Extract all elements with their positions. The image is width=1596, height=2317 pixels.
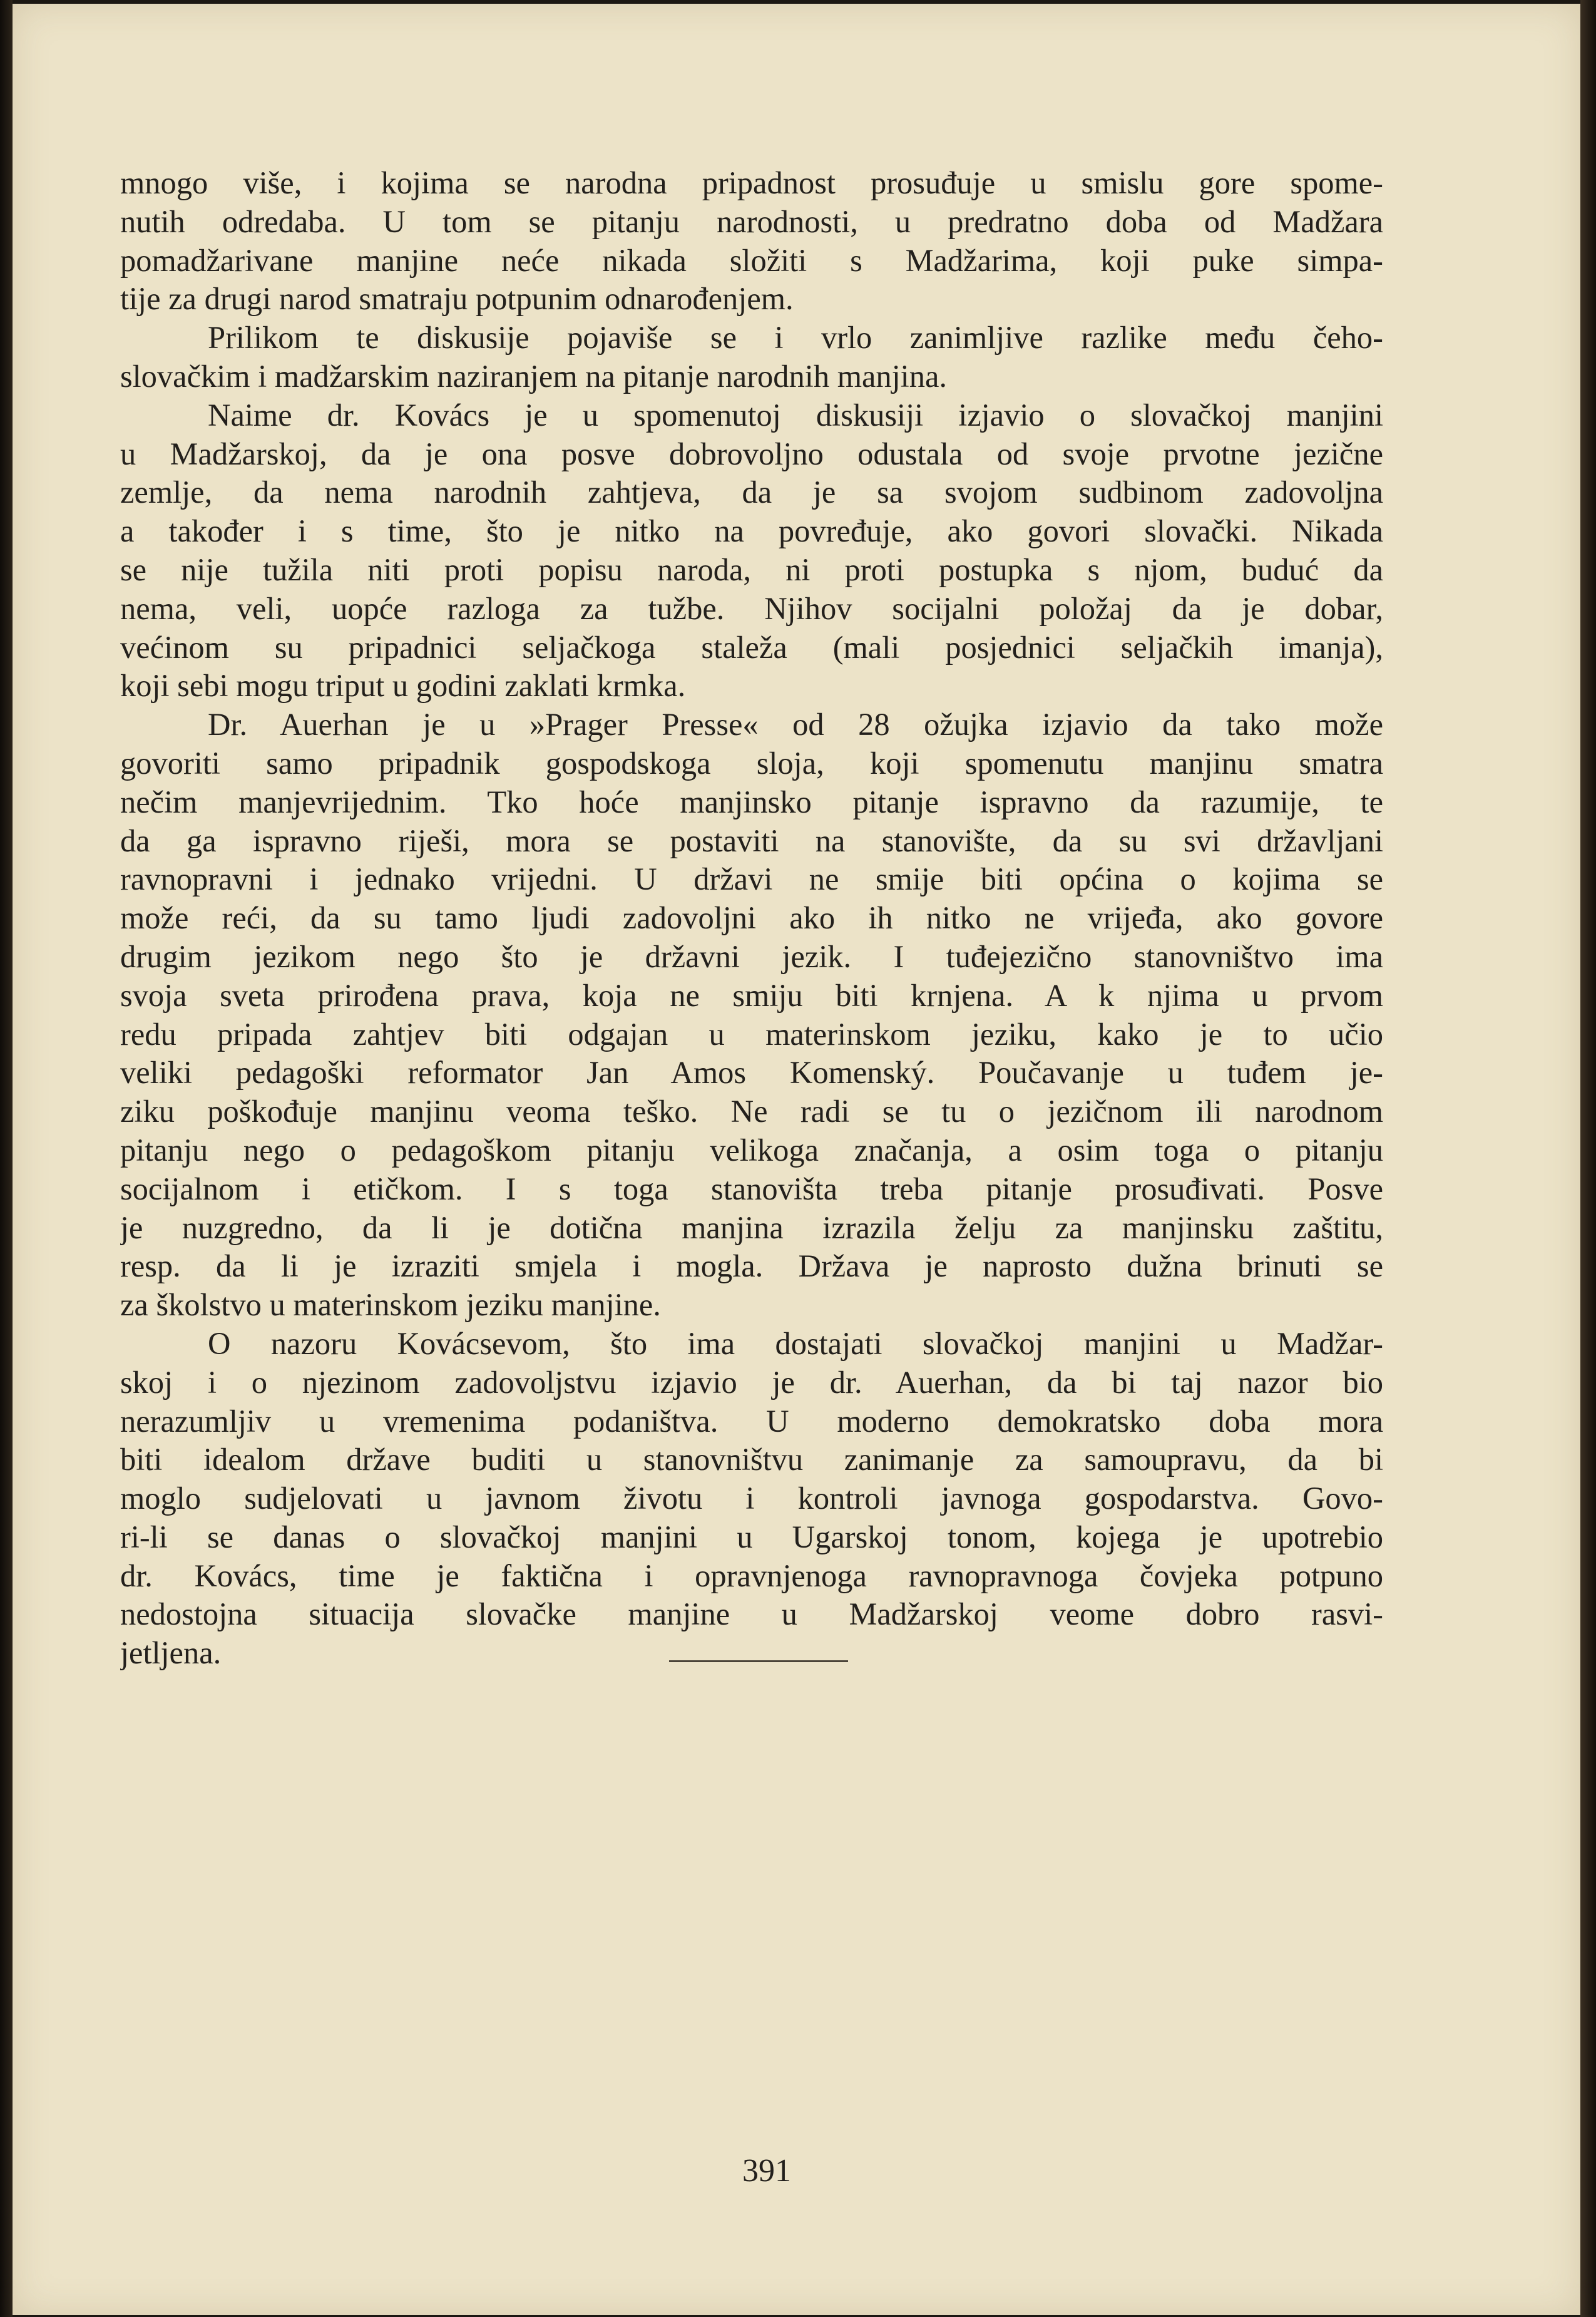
text-line: pitanju nego o pedagoškom pitanju velikoga značanja, a osim toga o pitanju [120,1132,1383,1168]
text-line: slovačkim i madžarskim naziranjem na pitanje narodnih manjina. [120,358,947,394]
text-line: moglo sudjelovati u javnom životu i kontroli javnoga gospodarstva. Govo- [120,1481,1383,1516]
text-line: se nije tužila niti proti popisu naroda, ni proti postupka s njom, buduć da [120,552,1383,587]
text-line: O nazoru Kovácsevom, što ima dostajati slovačkoj manjini u Madžar- [208,1325,1383,1361]
text-line: nerazumljiv u vremenima podaništva. U moderno demokratsko doba mora [120,1403,1383,1439]
text-line: skoj i o njezinom zadovoljstvu izjavio je dr. Auerhan, da bi taj nazor bio [120,1364,1383,1400]
text-line: redu pripada zahtjev biti odgajan u materinskom jeziku, kako je to učio [120,1016,1383,1052]
text-line: biti idealom države buditi u stanovništvu zanimanje za samoupravu, da bi [120,1442,1383,1477]
text-line: Prilikom te diskusije pojaviše se i vrlo zanimljive razlike među čeho- [208,320,1383,356]
page-number: 391 [742,2153,791,2189]
text-line: u Madžarskoj, da je ona posve dobrovoljno odustala od svoje prvotne jezične [120,436,1383,471]
text-line: svoja sveta prirođena prava, koja ne smiju biti krnjena. A k njima u prvom [120,977,1383,1013]
text-line: ziku poškođuje manjinu veoma teško. Ne radi se tu o jezičnom ili narodnom [120,1094,1383,1129]
text-line: ri-li se danas o slovačkoj manjini u Ugarskoj tonom, kojega je upotrebio [120,1519,1383,1554]
text-line: dr. Kovács, time je faktična i opravnjenoga ravnopravnoga čovjeka potpuno [120,1558,1383,1593]
text-line: veliki pedagoški reformator Jan Amos Komenský. Poučavanje u tuđem je- [120,1055,1383,1091]
text-line: za školstvo u materinskom jeziku manjine. [120,1287,661,1323]
text-line: tije za drugi narod smatraju potpunim odnarođenjem. [120,281,794,317]
text-line: Naime dr. Kovács je u spomenutoj diskusiji izjavio o slovačkoj manjini [208,397,1383,433]
text-line: drugim jezikom nego što je državni jezik. I tuđejezično stanovništvo ima [120,938,1383,974]
text-line: može reći, da su tamo ljudi zadovoljni ako ih nitko ne vrijeđa, ako govore [120,900,1383,936]
text-line: nečim manjevrijednim. Tko hoće manjinsko pitanje ispravno da razumije, te [120,784,1383,819]
text-line: a također i s time, što je nitko na povređuje, ako govori slovački. Nikada [120,513,1383,549]
text-line: nutih odredaba. U tom se pitanju narodnosti, u predratno doba od Madžara [120,203,1383,239]
page-edge [1580,0,1596,2317]
text-line: da ga ispravno riješi, mora se postaviti na stanovište, da su svi državljani [120,823,1383,858]
text-line: socijalnom i etičkom. I s toga stanovišta treba pitanje prosuđivati. Posve [120,1171,1383,1206]
text-line: govoriti samo pripadnik gospodskoga sloja, koji spomenutu manjinu smatra [120,745,1383,781]
text-line: mnogo više, i kojima se narodna pripadnost prosuđuje u smislu gore spome- [120,165,1383,200]
section-divider [669,1660,848,1662]
text-line: pomadžarivane manjine neće nikada složiti s Madžarima, koji puke simpa- [120,242,1383,278]
text-line: jetljena. [120,1635,222,1671]
text-line: nema, veli, uopće razloga za tužbe. Njihov socijalni položaj da je dobar, [120,590,1383,626]
text-line: zemlje, da nema narodnih zahtjeva, da je sa svojom sudbinom zadovoljna [120,475,1383,510]
text-line: resp. da li je izraziti smjela i mogla. Država je naprosto dužna brinuti se [120,1248,1383,1284]
text-line: koji sebi mogu triput u godini zaklati krmka. [120,668,686,704]
body-text [120,164,1383,1673]
text-line: ravnopravni i jednako vrijedni. U državi ne smije biti općina o kojima se [120,861,1383,897]
text-line: većinom su pripadnici seljačkoga staleža (mali posjednici seljačkih imanja), [120,629,1383,665]
book-spine [0,0,13,2317]
text-line: nedostojna situacija slovačke manjine u Madžarskoj veome dobro rasvi- [120,1596,1383,1632]
text-line: je nuzgredno, da li je dotična manjina izrazila želju za manjinsku zaštitu, [120,1210,1383,1245]
text-line: Dr. Auerhan je u »Prager Presse« od 28 ožujka izjavio da tako može [208,707,1383,742]
